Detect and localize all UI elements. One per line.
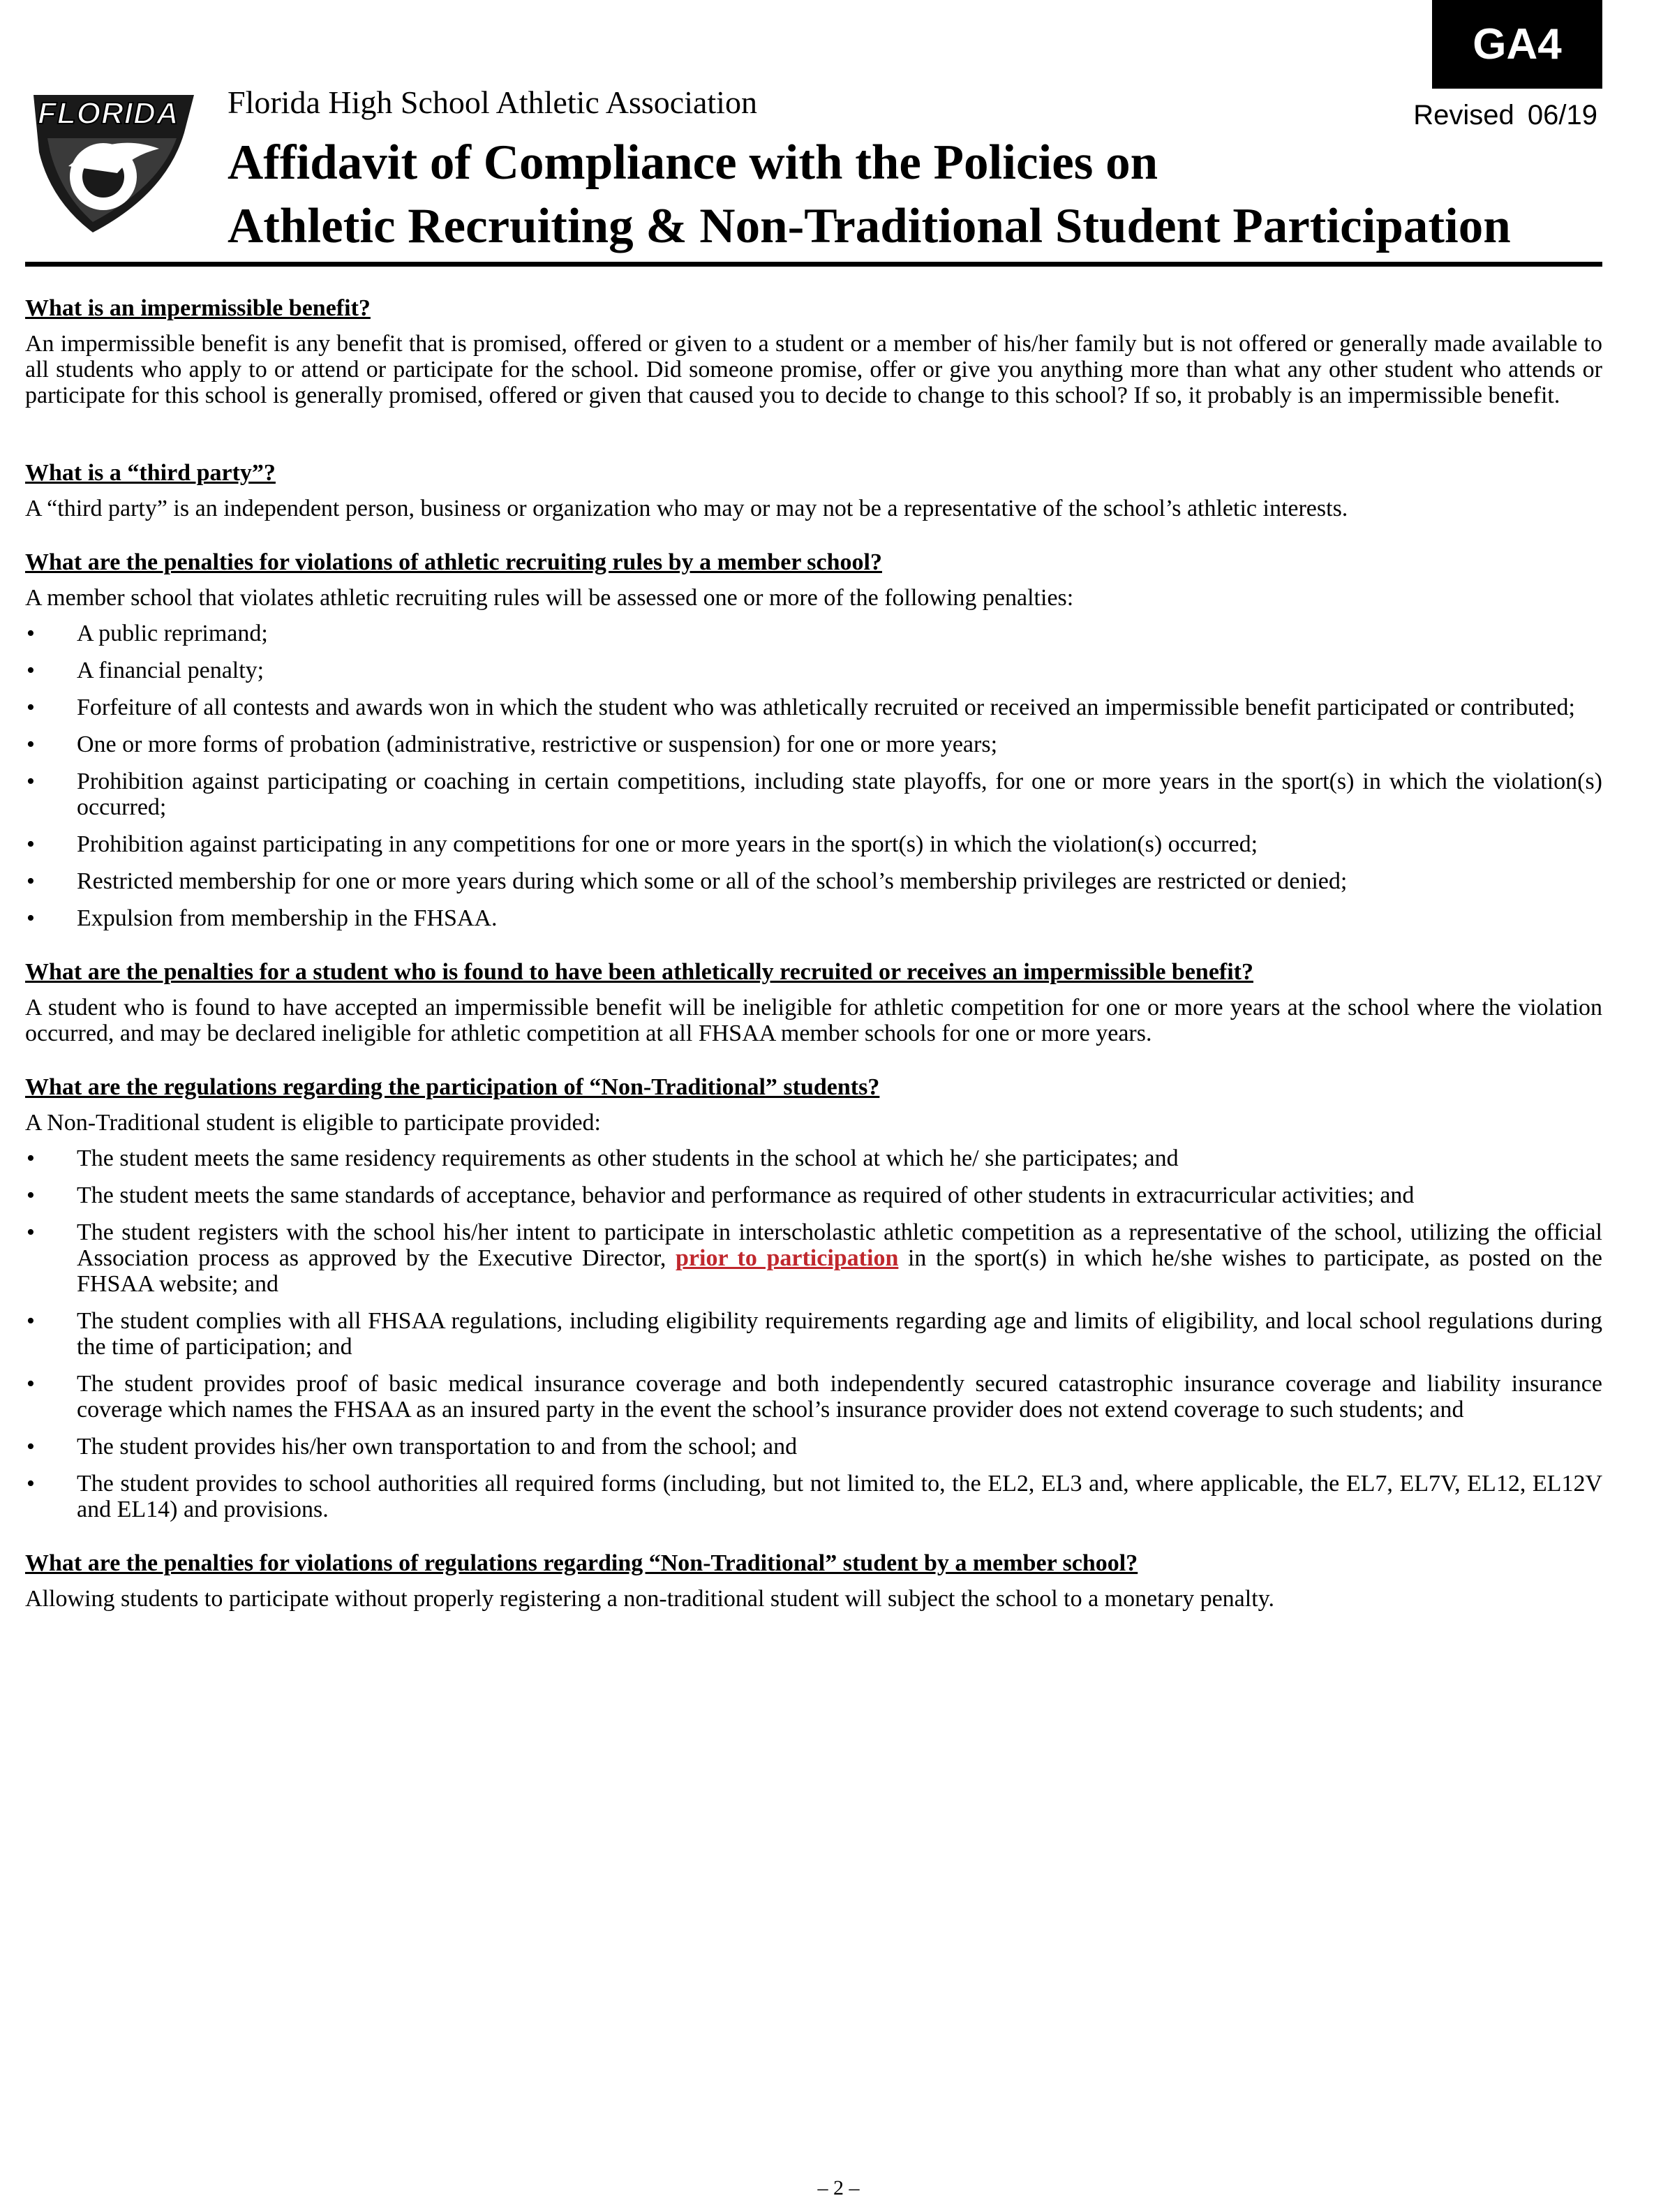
title-line-2: Athletic Recruiting & Non-Traditional Student Participation [228,199,1511,253]
list-item: • The student complies with all FHSAA regulations, including eligibility requirements regarding age and limits of eligibility, and local school regulations during the time of participation; and [27,1308,1602,1360]
list-item: • The student registers with the school his/her intent to participate in interscholastic athletic competition as a representative of the school, utilizing the official Association process as approved by the Executive Director, prior to participation in the sport(s) in which he/she wishes to participate, as posted on the FHSAA website; and [27,1219,1603,1297]
list-item: • A public reprimand; [27,621,268,646]
form-code-badge: GA4 [1432,0,1602,89]
section-paragraph: A “third party” is an independent person, business or organization who may or may not be a representative of the school’s athletic interests. [25,496,1348,521]
logo-wordmark: FLORIDA [38,96,179,131]
section-intro: A Non-Traditional student is eligible to participate provided: [25,1110,601,1136]
list-item: • One or more forms of probation (administrative, restrictive or suspension) for one or more years; [27,732,998,757]
section-third-party [25,460,1602,521]
list-item: • Restricted membership for one or more years during which some or all of the school’s membership privileges are restricted or denied; [27,868,1348,894]
list-item: • The student meets the same standards of acceptance, behavior and performance as required of other students in extracurricular activities; and [27,1182,1415,1208]
list-item: • Prohibition against participating or coaching in certain competitions, including state playoffs, for one or more years in the sport(s) in which the violation(s) occurred; [27,769,1602,820]
list-item: • Prohibition against participating in any competitions for one or more years in the sport(s) in which the violation(s) occurred; [27,831,1258,857]
section-paragraph: A student who is found to have accepted an impermissible benefit will be ineligible for athletic competition for one or more years at the school where the violation occurred, and may be declared ineligible for athletic competition at all FHSAA member schools for one or more years. [25,995,1602,1046]
section-heading: What is a “third party”? [25,460,276,486]
document-body [25,295,1602,1640]
section-heading: What are the penalties for a student who is found to have been athletically recruited or receives an impermissible benefit? [25,959,1253,985]
list-item: • The student provides proof of basic medical insurance coverage and both independently secured catastrophic insurance coverage and liability insurance coverage which names the FHSAA as an insured party in the event the school’s insurance provider does not extend coverage to such students; and [27,1371,1602,1423]
page-number: – 2 – [817,2176,860,2199]
list-item: • The student provides his/her own transportation to and from the school; and [27,1434,798,1460]
section-non-traditional [25,1074,1602,1522]
header-divider [25,262,1602,267]
list-item: • Expulsion from membership in the FHSAA. [27,905,498,931]
section-paragraph: Allowing students to participate without properly registering a non-traditional student will subject the school to a monetary penalty. [25,1586,1274,1612]
page-title [228,131,1511,258]
section-intro: A member school that violates athletic recruiting rules will be assessed one or more of the following penalties: [25,585,1074,611]
fhsaa-logo-icon [27,89,201,236]
prior-to-participation-link[interactable]: prior to participation [676,1245,899,1271]
list-item: • The student meets the same residency requirements as other students in the school at which he/ she participates; and [27,1145,1179,1171]
organization-name: Florida High School Athletic Association [228,84,757,120]
section-non-traditional-penalties [25,1550,1602,1612]
revised-date: Revised 06/19 [1413,100,1597,131]
list-item: • A financial penalty; [27,658,264,683]
section-paragraph: An impermissible benefit is any benefit that is promised, offered or given to a student or a member of his/her family but is not offered or generally made available to all students who apply to or attend or participate for the school. Did someone promise, offer or give you anything more than what any other student who attends or participate for this school is generally promised, offered or given that caused you to decide to change to this school? If so, it probably is an impermissible benefit. [25,331,1602,408]
section-student-penalties [25,959,1602,1046]
section-heading: What is an impermissible benefit? [25,295,371,321]
section-impermissible-benefit [25,295,1602,408]
penalty-list [25,621,1602,931]
requirement-list [25,1145,1602,1522]
section-heading: What are the penalties for violations of regulations regarding “Non-Traditional” student by a member school? [25,1550,1138,1576]
section-school-penalties [25,549,1602,931]
section-heading: What are the penalties for violations of athletic recruiting rules by a member school? [25,549,882,575]
list-item: • The student provides to school authorities all required forms (including, but not limited to, the EL2, EL3 and, where applicable, the EL7, EL7V, EL12, EL12V and EL14) and provisions. [27,1471,1602,1522]
list-item: • Forfeiture of all contests and awards won in which the student who was athletically recruited or received an impermissible benefit participated or contributed; [27,695,1575,720]
title-line-1: Affidavit of Compliance with the Policies on [228,135,1158,190]
section-heading: What are the regulations regarding the participation of “Non-Traditional” students? [25,1074,880,1100]
